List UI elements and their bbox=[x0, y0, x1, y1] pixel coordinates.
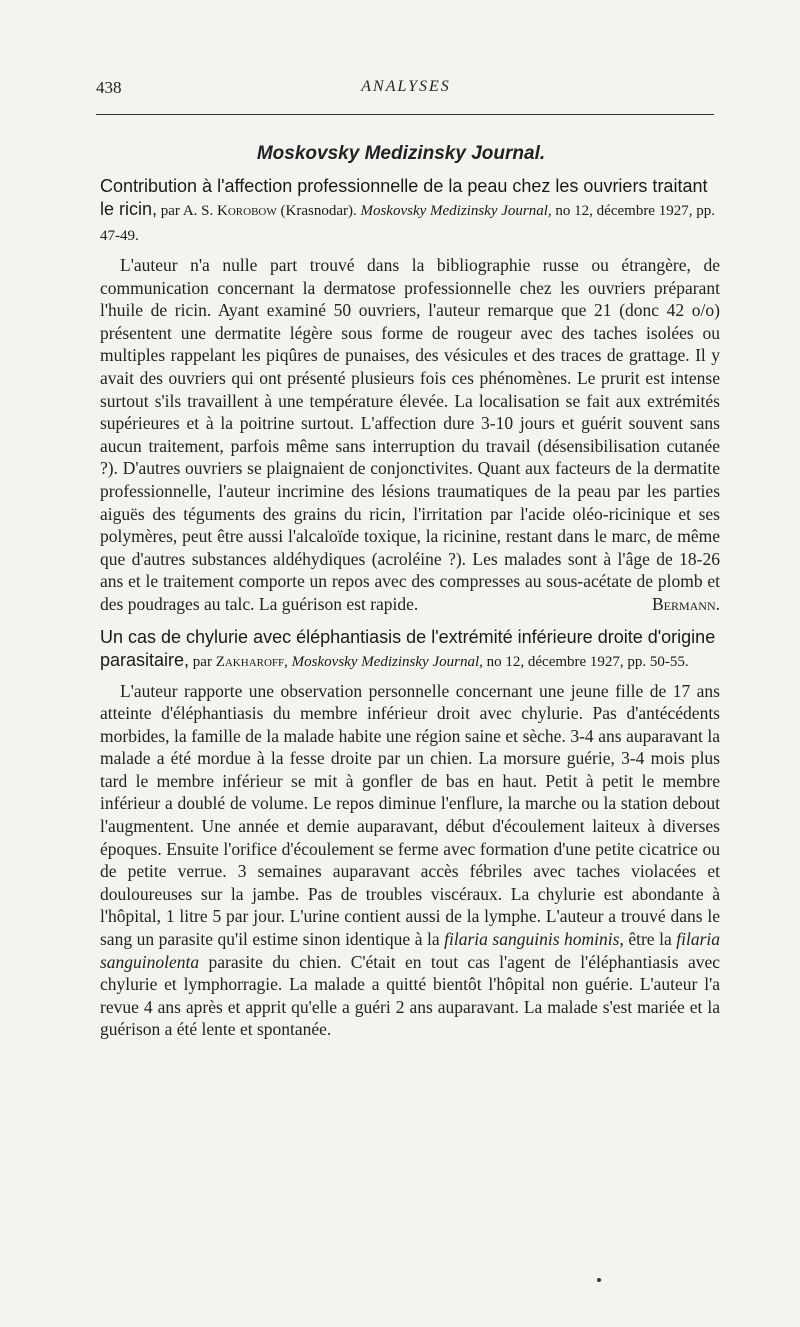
article-2-journal: Moskovsky Medizinsky Journal, bbox=[291, 653, 483, 670]
article-1-title: Contribution à l'affection professionnelle de la peau chez les ouvriers traitant le ricin, bbox=[100, 176, 708, 219]
page-content bbox=[100, 175, 720, 1041]
article-2-author: Zakharoff bbox=[215, 653, 285, 670]
article-1-byline: par A. S. Korobow (Krasnodar). Moskovsky Medizinsky Journal, no 12, décembre 1927, pp. 47-49. bbox=[100, 203, 715, 244]
article-1-body: L'auteur n'a nulle part trouvé dans la bibliographie russe ou étrangère, de communication concernant la dermatose professionnelle chez les ouvriers préparant l'huile de ricin. Ayant examiné 50 ouvriers, l'auteur remarque que 21 (donc 42 o/o) présentent une dermatite légère sous forme de rougeur avec des taches isolées ou multiples rappelant les piqûres de punaises, des vésicules et des traces de grattage. Il y avait des ouvriers qui ont présenté plusieurs fois ces phénomènes. Le prurit est intense surtout s'ils travaillent à une température élevée. La localisation se fait aux extrémités supérieures et à la poitrine surtout. L'affection dure 3-10 jours et guérit souvent sans aucun traitement, parfois même sans interruption du travail (désensibilisation cutanée ?). D'autres ouvriers se plaignaient de conjonctivites. Quant aux facteurs de la dermatite professionnelle, l'auteur incrimine des lésions traumatiques de la peau par les parties aiguës des téguments des grains du ricin, l'irritation par l'acide oléo-ricinique et ses polymères, peut être aussi l'alcaloïde toxique, la ricinine, restant dans le marc, de même que d'autres substances aldéhydiques (acroléine ?). Les malades sont à l'âge de 18-26 ans et le traitement comporte un repos avec des compresses au sous-acétate de plomb et des poudrages au talc. La guérison est rapide. Bermann. bbox=[100, 255, 720, 614]
species-name-1: filaria sanguinis hominis bbox=[444, 929, 620, 950]
article-2-byline: par Zakharoff, Moskovsky Medizinsky Journal, no 12, décembre 1927, pp. 50-55. bbox=[189, 653, 689, 670]
article-1-journal: Moskovsky Medizinsky Journal, bbox=[360, 203, 552, 219]
article-2-body: L'auteur rapporte une observation personnelle concernant une jeune fille de 17 ans atteinte d'éléphantiasis du membre inférieur droit avec chylurie. Pas d'antécédents morbides, la famille de la malade habite une région saine et sèche. 3-4 ans auparavant la malade a été mordue à la fesse droite par un chien. La morsure guérie, 3-4 mois plus tard le membre inférieur se mit à gonfler de bas en haut. Petit à petit le membre inférieur a doublé de volume. Le repos diminue l'enflure, la marche ou la station debout l'augmentent. Une année et demie auparavant, début d'écoulement laiteux à diverses époques. Ensuite l'orifice d'écoulement se ferme avec formation d'une petite cicatrice ou de petite verrue. 3 semaines auparavant accès fébriles avec taches violacées et douloureuses sur la jambe. Pas de troubles viscéraux. La chylurie est abondante à l'hôpital, 1 litre 5 par jour. L'urine contient aussi de la lymphe. L'auteur a trouvé dans le sang un parasite qu'il estime sinon identique à la filaria sanguinis hominis, être la filaria sanguinolenta parasite du chien. C'était en tout cas l'agent de l'éléphantiasis avec chylurie et lymphorragie. La malade a quitté bientôt l'hôpital non guérie. L'auteur l'a revue 4 ans après et apprit qu'elle a guéri 2 ans auparavant. La malade s'est mariée et la guérison a été lente et spontanée. bbox=[100, 680, 720, 1040]
journal-title: Moskovsky Medizinsky Journal. bbox=[256, 143, 546, 164]
page-header bbox=[96, 78, 716, 100]
article-2-title: Un cas de chylurie avec éléphantiasis de l'extrémité inférieure droite d'origine parasitaire, bbox=[100, 626, 716, 670]
page-mark bbox=[597, 1278, 601, 1282]
header-rule bbox=[96, 114, 714, 115]
article-1-signature: Bermann. bbox=[651, 593, 720, 614]
page-number: 438 bbox=[96, 78, 122, 97]
running-head: ANALYSES bbox=[361, 78, 451, 95]
article-1-heading bbox=[100, 175, 720, 248]
article-2-heading bbox=[100, 626, 720, 674]
species-name-2: filaria sanguinolenta bbox=[100, 929, 720, 972]
article-1-author: Korobow bbox=[217, 203, 277, 219]
